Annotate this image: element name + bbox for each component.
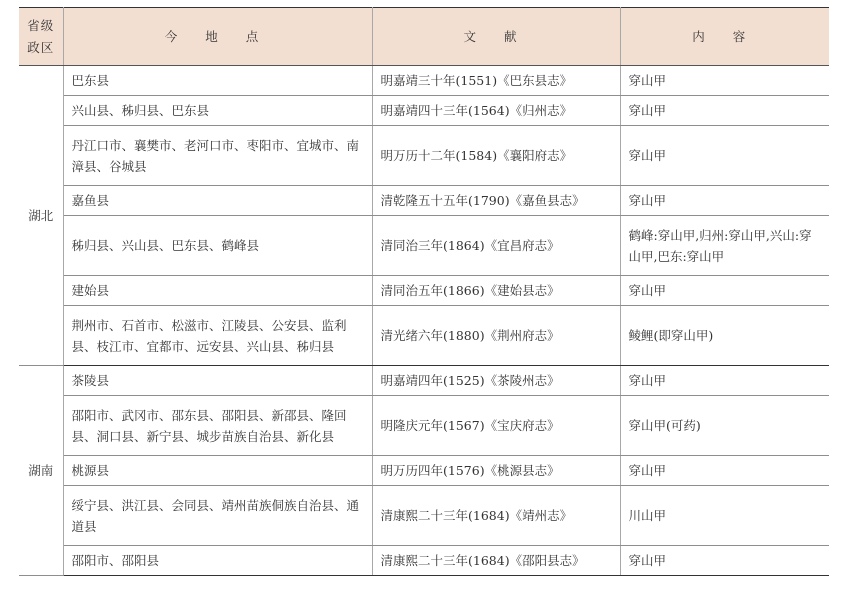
document-cell: 清同治五年(1866)《建始县志》 (372, 276, 620, 306)
location-cell: 绥宁县、洪江县、会同县、靖州苗族侗族自治县、通道县 (63, 486, 372, 546)
location-cell: 嘉鱼县 (63, 186, 372, 216)
document-cell: 明万历十二年(1584)《襄阳府志》 (372, 126, 620, 186)
document-cell: 清同治三年(1864)《宜昌府志》 (372, 216, 620, 276)
header-province: 省级 政区 (19, 8, 63, 66)
records-table (19, 7, 829, 576)
location-cell: 茶陵县 (63, 366, 372, 396)
location-cell: 邵阳市、邵阳县 (63, 546, 372, 576)
table-row (19, 456, 829, 486)
content-cell: 鲮鲤(即穿山甲) (620, 306, 829, 366)
table-row (19, 546, 829, 576)
table-row (19, 276, 829, 306)
header-document: 文 献 (372, 8, 620, 66)
table-row (19, 96, 829, 126)
province-cell-hunan: 湖南 (19, 366, 63, 576)
table-row (19, 366, 829, 396)
table-row (19, 486, 829, 546)
document-cell: 清乾隆五十五年(1790)《嘉鱼县志》 (372, 186, 620, 216)
document-cell: 清光绪六年(1880)《荆州府志》 (372, 306, 620, 366)
location-cell: 秭归县、兴山县、巴东县、鹤峰县 (63, 216, 372, 276)
content-cell: 穿山甲 (620, 366, 829, 396)
content-cell: 穿山甲(可药) (620, 396, 829, 456)
location-cell: 邵阳市、武冈市、邵东县、邵阳县、新邵县、隆回县、洞口县、新宁县、城步苗族自治县、新化县 (63, 396, 372, 456)
header-location: 今 地 点 (63, 8, 372, 66)
content-cell: 川山甲 (620, 486, 829, 546)
header-content: 内 容 (620, 8, 829, 66)
content-cell: 穿山甲 (620, 126, 829, 186)
table-row (19, 306, 829, 366)
location-cell: 丹江口市、襄樊市、老河口市、枣阳市、宜城市、南漳县、谷城县 (63, 126, 372, 186)
table-row (19, 186, 829, 216)
group-hubei (19, 66, 829, 366)
content-cell: 穿山甲 (620, 276, 829, 306)
location-cell: 荆州市、石首市、松滋市、江陵县、公安县、监利县、枝江市、宜都市、远安县、兴山县、秭归县 (63, 306, 372, 366)
table-header (19, 8, 829, 66)
document-cell: 明嘉靖四年(1525)《茶陵州志》 (372, 366, 620, 396)
content-cell: 穿山甲 (620, 456, 829, 486)
header-row (19, 8, 829, 66)
document-cell: 明隆庆元年(1567)《宝庆府志》 (372, 396, 620, 456)
content-cell: 鹤峰:穿山甲,归州:穿山甲,兴山:穿山甲,巴东:穿山甲 (620, 216, 829, 276)
table-row (19, 126, 829, 186)
content-cell: 穿山甲 (620, 546, 829, 576)
group-hunan (19, 366, 829, 576)
location-cell: 兴山县、秭归县、巴东县 (63, 96, 372, 126)
document-cell: 明嘉靖四十三年(1564)《归州志》 (372, 96, 620, 126)
location-cell: 建始县 (63, 276, 372, 306)
document-cell: 明万历四年(1576)《桃源县志》 (372, 456, 620, 486)
content-cell: 穿山甲 (620, 186, 829, 216)
document-cell: 清康熙二十三年(1684)《邵阳县志》 (372, 546, 620, 576)
content-cell: 穿山甲 (620, 66, 829, 96)
province-cell-hubei: 湖北 (19, 66, 63, 366)
location-cell: 巴东县 (63, 66, 372, 96)
document-cell: 明嘉靖三十年(1551)《巴东县志》 (372, 66, 620, 96)
table-row (19, 216, 829, 276)
table-row (19, 66, 829, 96)
location-cell: 桃源县 (63, 456, 372, 486)
content-cell: 穿山甲 (620, 96, 829, 126)
table-row (19, 396, 829, 456)
document-cell: 清康熙二十三年(1684)《靖州志》 (372, 486, 620, 546)
